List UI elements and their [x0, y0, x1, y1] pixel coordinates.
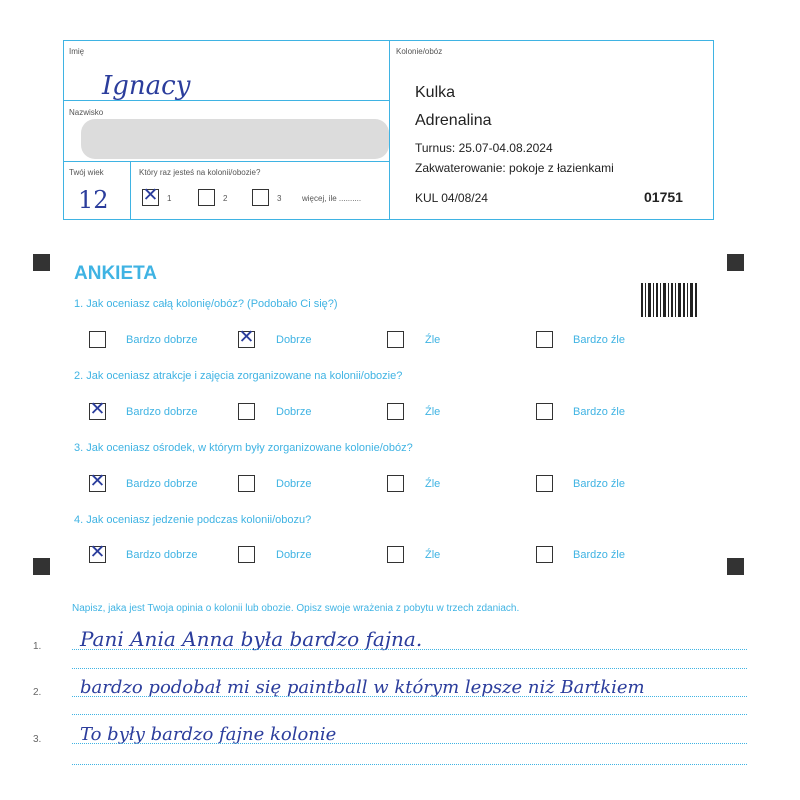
check-mark-icon: ✕ — [238, 326, 255, 348]
q2-bardzo-dobrze-label: Bardzo dobrze — [126, 406, 198, 418]
wiek-label: Twój wiek — [69, 168, 104, 177]
q2-zle-checkbox[interactable] — [387, 403, 404, 420]
header-form — [63, 40, 714, 220]
check-mark-icon: ✕ — [89, 541, 106, 563]
imie-value: Ignacy — [102, 71, 191, 101]
imie-label: Imię — [69, 47, 85, 56]
q3-bardzo-zle-checkbox[interactable] — [536, 475, 553, 492]
writing-line — [72, 764, 747, 765]
q3-dobrze-label: Dobrze — [276, 478, 312, 490]
q1-bardzo-dobrze-label: Bardzo dobrze — [126, 334, 198, 346]
camp-code: KUL 04/08/24 — [415, 191, 488, 205]
q3-bardzo-zle-label: Bardzo źle — [573, 478, 625, 490]
question-2: 2. Jak oceniasz atrakcje i zajęcia zorganizowane na kolonii/obozie? — [74, 370, 403, 382]
turnus: Turnus: 25.07-04.08.2024 — [415, 141, 553, 155]
opinion-prompt: Napisz, jaka jest Twoja opinia o kolonii lub obozie. Opisz swoje wrażenia z pobytu w trzech zdaniach. — [72, 603, 520, 614]
form-number: 01751 — [644, 189, 683, 205]
zakwaterowanie: Zakwaterowanie: pokoje z łazienkami — [415, 161, 614, 175]
q3-zle-checkbox[interactable] — [387, 475, 404, 492]
opinion-line-2[interactable]: bardzo podobał mi się paintball w którym lepsze niż Bartkiem — [80, 677, 645, 698]
q3-bardzo-dobrze-label: Bardzo dobrze — [126, 478, 198, 490]
visit-more-label: więcej, ile .......... — [302, 194, 362, 203]
writing-line — [72, 714, 747, 715]
q3-bardzo-dobrze-checkbox[interactable] — [89, 470, 106, 492]
visit-label-3: 3 — [277, 194, 282, 203]
ktory-raz-label: Który raz jesteś na kolonii/obozie? — [139, 168, 261, 177]
q1-dobrze-label: Dobrze — [276, 334, 312, 346]
divider — [64, 161, 389, 162]
q2-bardzo-zle-checkbox[interactable] — [536, 403, 553, 420]
writing-line — [72, 743, 747, 744]
q1-bardzo-zle-checkbox[interactable] — [536, 331, 553, 348]
barcode-icon — [641, 283, 697, 317]
q2-dobrze-checkbox[interactable] — [238, 403, 255, 420]
q2-zle-label: Źle — [425, 406, 441, 418]
q1-bardzo-dobrze-checkbox[interactable] — [89, 331, 106, 348]
camp-name-line2: Adrenalina — [415, 112, 492, 129]
redacted-surname — [81, 119, 389, 159]
q2-bardzo-zle-label: Bardzo źle — [573, 406, 625, 418]
opinion-line-1[interactable]: Pani Ania Anna była bardzo fajna. — [80, 627, 423, 651]
q4-dobrze-checkbox[interactable] — [238, 546, 255, 563]
question-4: 4. Jak oceniasz jedzenie podczas kolonii/obozu? — [74, 514, 312, 526]
check-mark-icon: ✕ — [142, 184, 159, 206]
visit-checkbox-1[interactable] — [142, 184, 159, 206]
nazwisko-label: Nazwisko — [69, 108, 104, 117]
corner-marker — [727, 558, 744, 575]
writing-line — [72, 668, 747, 669]
q4-bardzo-dobrze-label: Bardzo dobrze — [126, 549, 198, 561]
q4-bardzo-zle-checkbox[interactable] — [536, 546, 553, 563]
visit-label-2: 2 — [223, 194, 228, 203]
survey-title: ANKIETA — [74, 263, 158, 284]
q4-bardzo-dobrze-checkbox[interactable] — [89, 541, 106, 563]
line-number-2: 2. — [33, 687, 42, 698]
question-3: 3. Jak oceniasz ośrodek, w którym były zorganizowane kolonie/obóz? — [74, 442, 413, 454]
question-1: 1. Jak oceniasz całą kolonię/obóz? (Podobało Ci się?) — [74, 298, 338, 310]
line-number-3: 3. — [33, 734, 42, 745]
q3-zle-label: Źle — [425, 478, 441, 490]
writing-line — [72, 696, 747, 697]
q4-bardzo-zle-label: Bardzo źle — [573, 549, 625, 561]
opinion-line-3[interactable]: To były bardzo fajne kolonie — [80, 724, 337, 745]
line-number-1: 1. — [33, 641, 42, 652]
q1-bardzo-zle-label: Bardzo źle — [573, 334, 625, 346]
q2-dobrze-label: Dobrze — [276, 406, 312, 418]
kolonie-label: Kolonie/obóz — [396, 47, 443, 56]
q1-dobrze-checkbox[interactable] — [238, 326, 255, 348]
visit-checkbox-3[interactable] — [252, 189, 269, 206]
wiek-value: 12 — [78, 186, 109, 214]
visit-label-1: 1 — [167, 194, 172, 203]
q4-zle-checkbox[interactable] — [387, 546, 404, 563]
visit-checkbox-2[interactable] — [198, 189, 215, 206]
corner-marker — [727, 254, 744, 271]
corner-marker — [33, 558, 50, 575]
corner-marker — [33, 254, 50, 271]
q1-zle-label: Źle — [425, 334, 441, 346]
check-mark-icon: ✕ — [89, 398, 106, 420]
camp-name-line1: Kulka — [415, 84, 456, 101]
q4-zle-label: Źle — [425, 549, 441, 561]
divider — [389, 41, 390, 219]
check-mark-icon: ✕ — [89, 470, 106, 492]
q3-dobrze-checkbox[interactable] — [238, 475, 255, 492]
q4-dobrze-label: Dobrze — [276, 549, 312, 561]
q1-zle-checkbox[interactable] — [387, 331, 404, 348]
writing-line — [72, 649, 747, 650]
divider — [130, 161, 131, 219]
q2-bardzo-dobrze-checkbox[interactable] — [89, 398, 106, 420]
